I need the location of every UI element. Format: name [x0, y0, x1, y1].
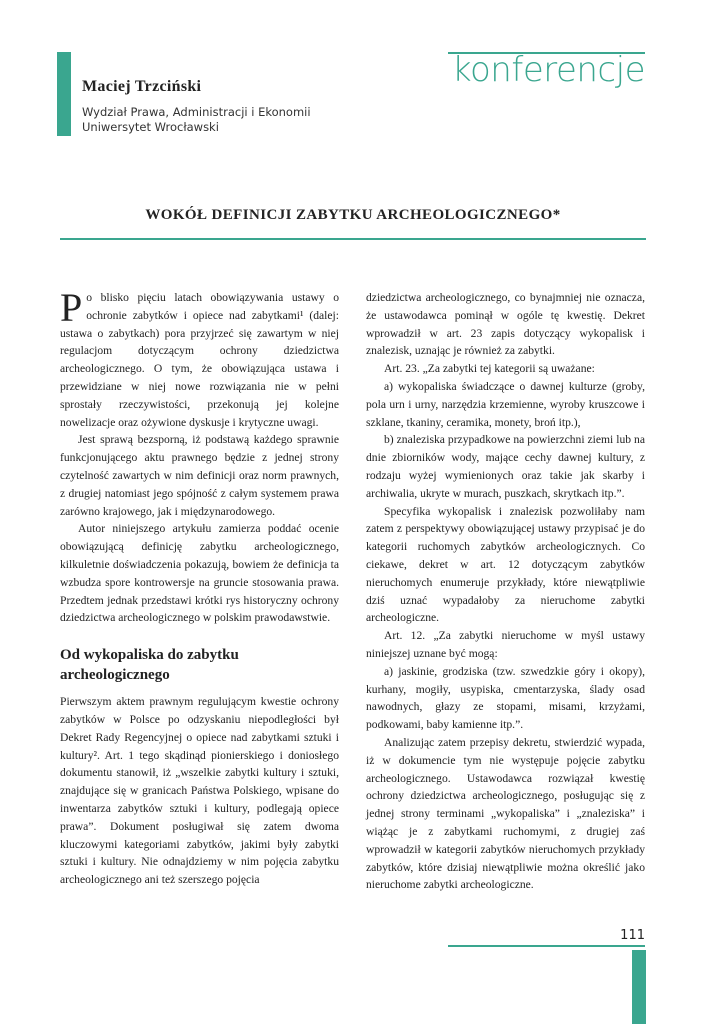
paragraph: Jest sprawą bezsporną, iż podstawą każdego sprawnie funkcjonującego aktu prawnego będzie z jednej strony czytelność zawartych w nim definicji oraz norm prawnych, z drugiej natomiast jego spójność z całym systemem prawa zarówno krajowego, jak i międzynarodowego.	[60, 433, 339, 518]
affiliation-line-1: Wydział Prawa, Administracji i Ekonomii	[82, 105, 311, 119]
paragraph: a) wykopaliska świadczące o dawnej kulturze (groby, pola urn i urny, narzędzia krzemienne, wyroby kruszcowe i szklane, tkaniny, ceramika, monety, broń itp.),	[366, 379, 645, 429]
paragraph	[60, 285, 339, 431]
article-title: WOKÓŁ DEFINICJI ZABYTKU ARCHEOLOGICZNEGO*	[145, 207, 561, 223]
paragraph: Autor niniejszego artykułu zamierza poddać ocenie obowiązującą definicję zabytku archeologicznego, kilkuletnie doświadczenia pokazują, bowiem że definicja ta wzbudza spore kontrowersje na gruncie stosowania prawa. Przedtem jednak przedstawi krótki rys historyczny ochrony dziedzictwa archeologicznego w polskim prawodawstwie.	[60, 522, 339, 625]
section-heading: Od wykopaliska do zabytku archeologicznego	[60, 647, 239, 684]
title-divider	[60, 238, 646, 240]
paragraph: b) znaleziska przypadkowe na powierzchni ziemi lub na dnie zbiorników wody, mające cechy dawnej kultury, z rodzaju wyżej wymienionych oraz takie jak skarby i archiwalia, ukryte w murach, puszkach, skrytkach itp.”.	[366, 433, 645, 500]
left-column	[60, 285, 339, 889]
drop-cap: P	[60, 285, 83, 330]
paragraph-text: o blisko pięciu latach obowiązywania ustawy o ochronie zabytków i opiece nad zabytkami¹ (dalej: ustawa o zabytkach) pora przyjrzeć się zawartym w niej regulacjom dotyczącym ochrony dziedzictwa archeologicznego. O tym, że obowiązująca ustawa i przewidziane w niej nowe rozwiązania nie w pełni sprostały rzeczywistości, przekonują jej kolejne nowelizacje oraz ożywione dyskusje i krytyczne uwagi.	[60, 291, 339, 429]
section-name: konferencje	[452, 50, 645, 90]
footer-accent-rule	[448, 945, 645, 947]
affiliation-line-2: Uniwersytet Wrocławski	[82, 120, 219, 134]
paragraph: a) jaskinie, grodziska (tzw. szwedzkie góry i okopy), kurhany, mogiły, usypiska, cmentarzyska, ślady osad nawodnych, głazy ze stopami, misami, krzyżami, podkowami, baby kamienne itp.”.	[366, 664, 645, 732]
author-affiliation	[82, 105, 311, 135]
footer-accent-bar	[632, 950, 646, 1024]
paragraph: Analizując zatem przepisy dekretu, stwierdzić wypada, iż w dokumencie tym nie występuje pojęcie zabytku archeologicznego. Ustawodawca rozwiązał kwestię ochrony dziedzictwa archeologicznego, posługując się z jednej strony terminami „wykopaliska” i „znaleziska” i wiążąc je z zabytkami ruchomymi, z drugiej zaś wprowadził w kategorii zabytków nieruchomych przykłady zabytków, które dzisiaj niewątpliwie można określić jako nieruchome zabytki archeologiczne.	[366, 735, 645, 892]
header-accent-bar	[57, 52, 71, 136]
paragraph: dziedzictwa archeologicznego, co bynajmniej nie oznacza, że ustawodawca pominął w ogóle tę kwestię. Dekret wprowadził w art. 23 zapis dotyczący wykopalisk i znalezisk, uznając je również za zabytki.	[366, 291, 645, 358]
paragraph: Specyfika wykopalisk i znalezisk pozwoliłaby nam zatem z perspektywy obowiązującej ustawy przypisać je do kategorii ruchomych zabytków archeologicznych. Co ciekawe, dekret w art. 12 dotyczącym zabytków nieruchomych enumeruje przykłady, które niewątpliwie dziś uznać wypadałoby za nieruchome zabytki archeologiczne.	[366, 504, 645, 625]
paragraph: Pierwszym aktem prawnym regulującym kwestie ochrony zabytków w Polsce po odzyskaniu niepodległości był Dekret Rady Regencyjnej o opiece nad zabytkami sztuki i kultury². Art. 1 tego skądinąd pionierskiego i doniosłego dokumentu stanowił, iż „wszelkie zabytki kultury i sztuki, znajdujące się w granicach Państwa Polskiego, wpisane do inwentarza zabytków sztuki i kultury, podlegają opiece prawa”. Dokument posługiwał się zatem dwoma kluczowymi kategoriami zabytków, jakimi były zabytki sztuki i kultury. Nie odnajdziemy w nim pojęcia zabytku archeologicznego ani też szerszego pojęcia	[60, 695, 339, 887]
author-name: Maciej Trzciński	[82, 78, 202, 95]
right-column	[366, 289, 645, 894]
paragraph: Art. 12. „Za zabytki nieruchome w myśl ustawy niniejszej uznane być mogą:	[366, 629, 645, 660]
paragraph: Art. 23. „Za zabytki tej kategorii są uważane:	[384, 362, 595, 376]
page-number: 111	[620, 928, 645, 943]
